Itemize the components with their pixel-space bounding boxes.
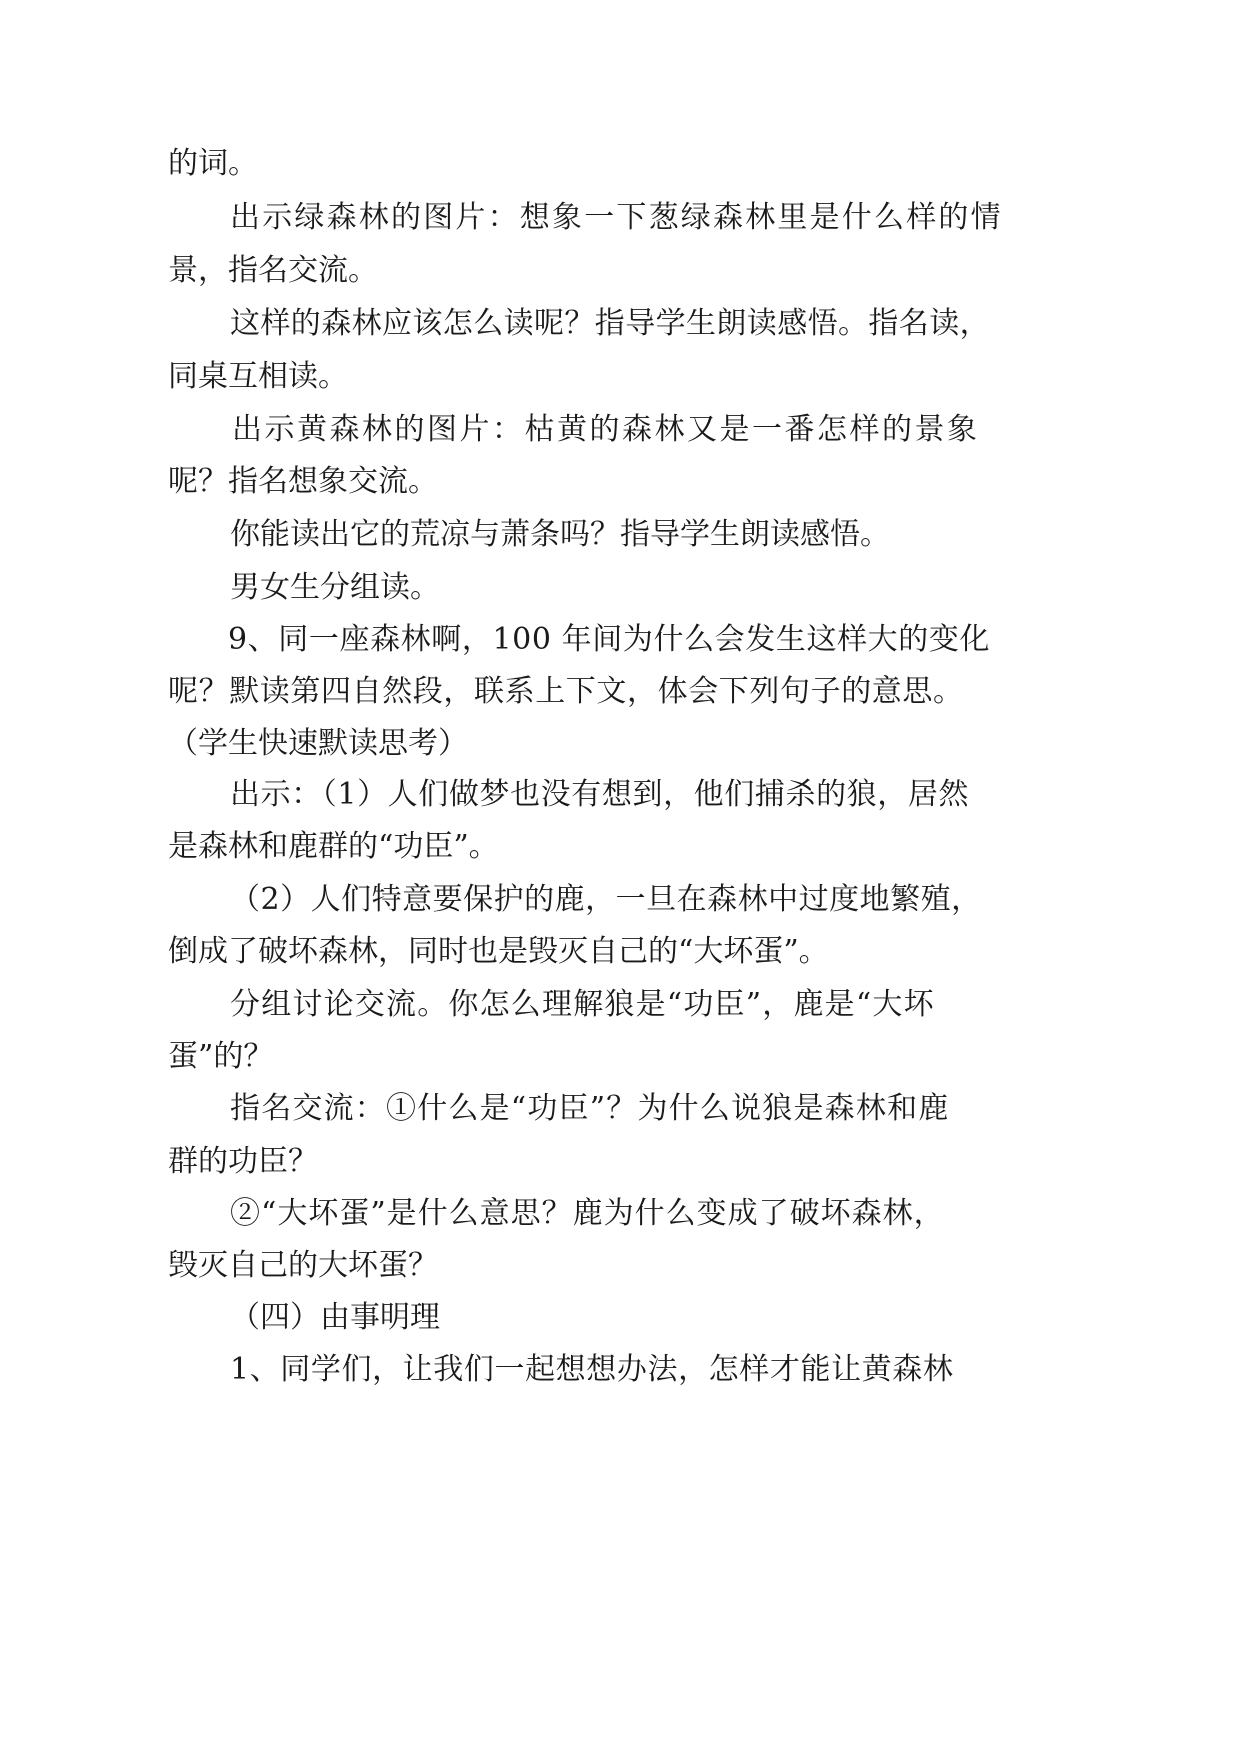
text-line-17: 分组讨论交流。你怎么理解狼是“功臣”，鹿是“大坏 xyxy=(230,987,935,1022)
text-line-24: 1、同学们，让我们一起想想办法，怎样才能让黄森林 xyxy=(230,1352,954,1387)
text-line-1: 的词。 xyxy=(168,146,258,181)
text-line-3: 景，指名交流。 xyxy=(168,253,378,288)
text-line-13: 出示：（1）人们做梦也没有想到，他们捕杀的狼，居然 xyxy=(230,777,970,812)
text-line-10: 9、同一座森林啊，100 年间为什么会发生这样大的变化 xyxy=(228,622,991,657)
text-line-20: 群的功臣？ xyxy=(168,1144,318,1179)
text-line-16: 倒成了破坏森林，同时也是毁灭自己的“大坏蛋”。 xyxy=(168,934,829,969)
text-line-18: 蛋”的？ xyxy=(168,1039,274,1074)
text-line-6: 出示黄森林的图片：枯黄的森林又是一番怎样的景象 xyxy=(232,412,980,447)
text-line-19: 指名交流：①什么是“功臣”？为什么说狼是森林和鹿 xyxy=(230,1091,950,1126)
text-line-9: 男女生分组读。 xyxy=(230,570,440,605)
text-line-5: 同桌互相读。 xyxy=(168,359,348,394)
section-heading: （四）由事明理 xyxy=(230,1300,440,1335)
text-line-11: 呢？默读第四自然段，联系上下文，体会下列句子的意思。 xyxy=(168,674,964,709)
text-line-15: （2）人们特意要保护的鹿，一旦在森林中过度地繁殖， xyxy=(230,882,982,917)
text-line-4: 这样的森林应该怎么读呢？指导学生朗读感悟。指名读， xyxy=(230,306,990,341)
text-line-22: 毁灭自己的大坏蛋？ xyxy=(168,1248,438,1283)
text-line-21: ②“大坏蛋”是什么意思？鹿为什么变成了破坏森林， xyxy=(230,1196,945,1231)
text-line-12: （学生快速默读思考） xyxy=(168,726,468,761)
text-line-8: 你能读出它的荒凉与萧条吗？指导学生朗读感悟。 xyxy=(230,517,890,552)
text-line-14: 是森林和鹿群的“功臣”。 xyxy=(168,829,499,864)
text-line-7: 呢？指名想象交流。 xyxy=(168,464,438,499)
text-line-2: 出示绿森林的图片：想象一下葱绿森林里是什么样的情 xyxy=(230,200,1003,235)
